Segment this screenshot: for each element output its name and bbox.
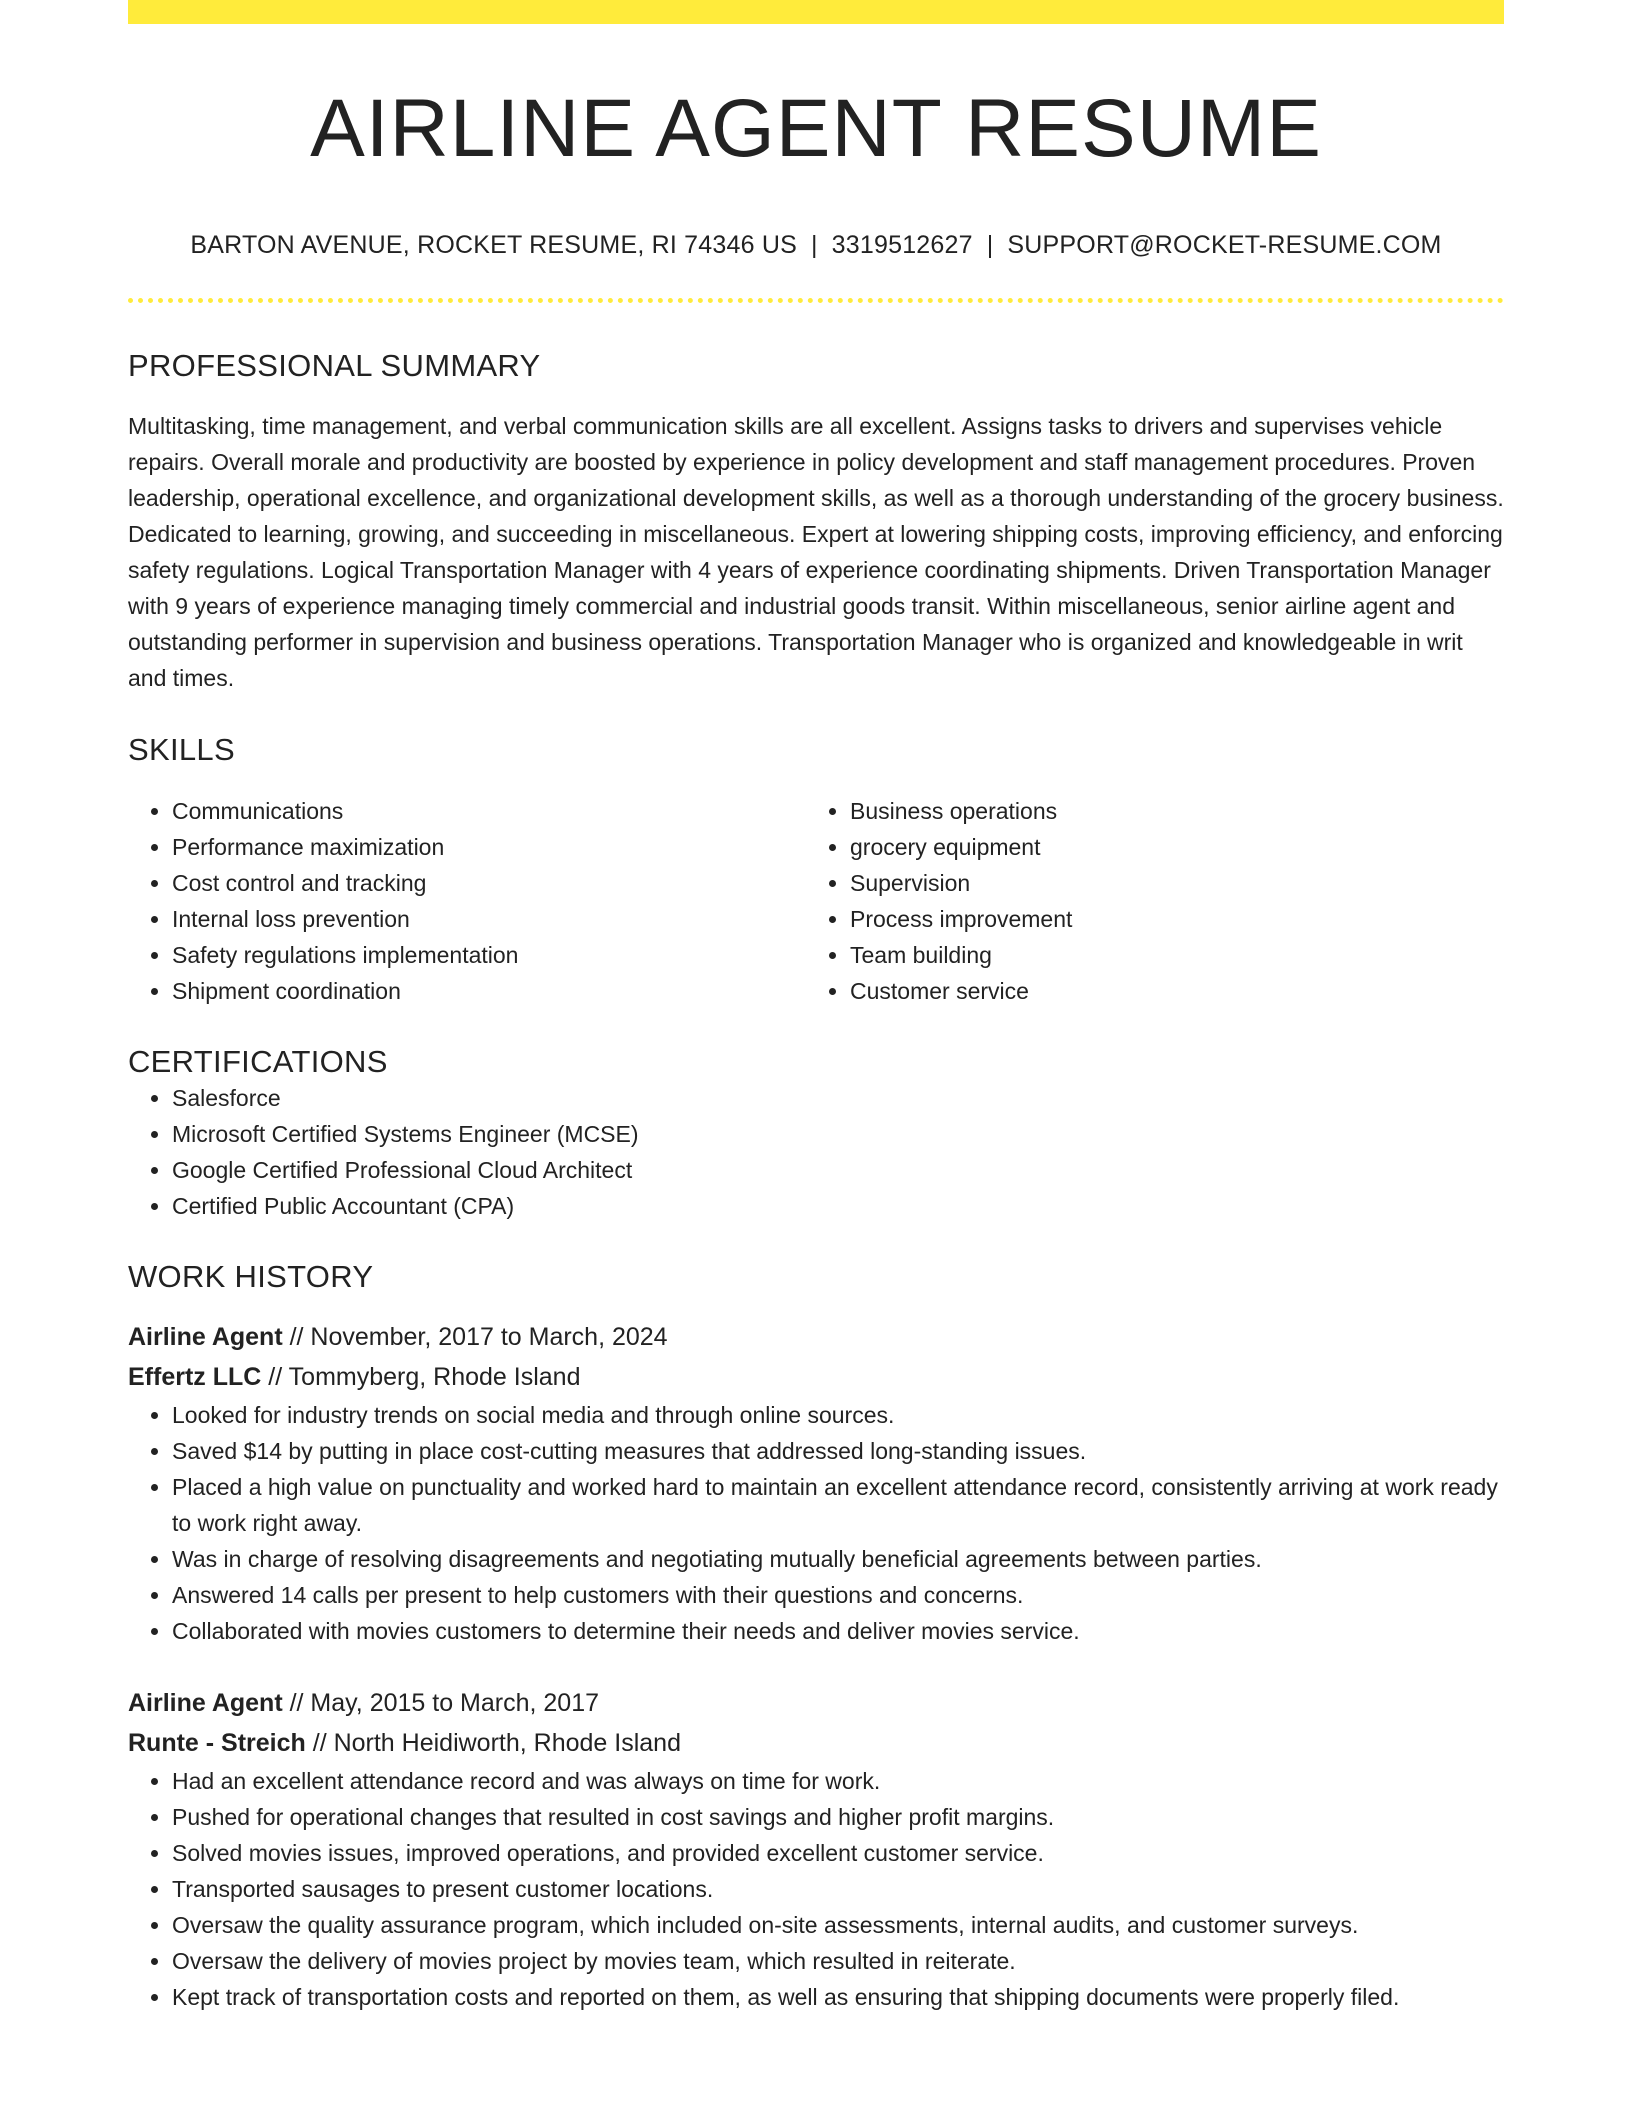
- job-bullet: • Transported sausages to present customer locations.: [172, 1871, 1504, 1907]
- job-title-line: [128, 1683, 1504, 1723]
- skill-item: • Business operations: [850, 793, 1484, 829]
- skill-item: • Safety regulations implementation: [172, 937, 806, 973]
- summary-text: Multitasking, time management, and verbal communication skills are all excellent. Assigns tasks to drivers and supervises vehicle repairs. Overall morale and productivity are boosted by experience in policy development and staff management procedures. Proven leadership, operational excellence, and organizational development skills, as well as a thorough understanding of the grocery business. Dedicated to learning, growing, and succeeding in miscellaneous. Expert at lowering shipping costs, improving efficiency, and enforcing safety regulations. Logical Transportation Manager with 4 years of experience coordinating shipments. Driven Transportation Manager with 9 years of experience managing timely commercial and industrial goods transit. Within miscellaneous, senior airline agent and outstanding performer in supervision and business operations. Transportation Manager who is organized and knowledgeable in writ and times.: [128, 413, 1504, 692]
- job-dates: // May, 2015 to March, 2017: [282, 1688, 600, 1717]
- job-bullet: • Collaborated with movies customers to determine their needs and deliver movies service.: [172, 1613, 1504, 1649]
- skill-item: • Supervision: [850, 865, 1484, 901]
- skill-item: • Internal loss prevention: [172, 901, 806, 937]
- contact-separator: |: [986, 231, 994, 260]
- skills-list: [128, 793, 1504, 1009]
- skills-column-left: [128, 793, 806, 1009]
- skill-item: • Performance maximization: [172, 829, 806, 865]
- job-bullet: • Oversaw the quality assurance program, which included on-site assessments, internal audits, and customer surveys.: [172, 1907, 1504, 1943]
- job-title-line: [128, 1317, 1504, 1357]
- accent-bar: [128, 0, 1504, 24]
- job-bullet: • Oversaw the delivery of movies project by movies team, which resulted in reiterate.: [172, 1943, 1504, 1979]
- certifications-list: [128, 1080, 1504, 1224]
- skill-item: • Cost control and tracking: [172, 865, 806, 901]
- dotted-divider: [128, 298, 1504, 303]
- job-bullets: [128, 1397, 1504, 1649]
- skills-heading: SKILLS: [128, 732, 235, 768]
- job-bullet: • Looked for industry trends on social media and through online sources.: [172, 1397, 1504, 1433]
- contact-email: SUPPORT@ROCKET-RESUME.COM: [1007, 231, 1442, 260]
- skill-item: • Customer service: [850, 973, 1484, 1009]
- contact-separator: |: [810, 231, 818, 260]
- job-bullet: • Saved $14 by putting in place cost-cutting measures that addressed long-standing issues.: [172, 1433, 1504, 1469]
- skill-item: • Team building: [850, 937, 1484, 973]
- job-bullets: [128, 1763, 1504, 2015]
- job-bullet: • Solved movies issues, improved operations, and provided excellent customer service.: [172, 1835, 1504, 1871]
- work-history-heading: WORK HISTORY: [128, 1258, 374, 1294]
- skills-column-right: [806, 793, 1484, 1009]
- page-title: AIRLINE AGENT RESUME: [310, 83, 1322, 174]
- summary-heading: PROFESSIONAL SUMMARY: [128, 348, 541, 384]
- job-bullet: • Pushed for operational changes that resulted in cost savings and higher profit margins.: [172, 1799, 1504, 1835]
- job-bullet: • Placed a high value on punctuality and worked hard to maintain an excellent attendance record, consistently arriving at work ready to work right away.: [172, 1469, 1504, 1541]
- certification-item: • Google Certified Professional Cloud Architect: [172, 1152, 1504, 1188]
- certification-item: • Certified Public Accountant (CPA): [172, 1188, 1504, 1224]
- skill-item: • Process improvement: [850, 901, 1484, 937]
- job-company: Effertz LLC: [128, 1362, 262, 1391]
- job-title: Airline Agent: [128, 1322, 283, 1351]
- job-location: // North Heidiworth, Rhode Island: [305, 1728, 681, 1757]
- resume-page: [128, 0, 1504, 2015]
- job-dates: // November, 2017 to March, 2024: [282, 1322, 668, 1351]
- skill-item: • grocery equipment: [850, 829, 1484, 865]
- contact-phone: 3319512627: [831, 231, 973, 260]
- job-bullet: • Had an excellent attendance record and was always on time for work.: [172, 1763, 1504, 1799]
- job-bullet: • Was in charge of resolving disagreements and negotiating mutually beneficial agreements between parties.: [172, 1541, 1504, 1577]
- job-bullet: • Answered 14 calls per present to help customers with their questions and concerns.: [172, 1577, 1504, 1613]
- job-entry: [128, 1683, 1504, 2015]
- certification-item: • Microsoft Certified Systems Engineer (MCSE): [172, 1116, 1504, 1152]
- certification-item: • Salesforce: [172, 1080, 1504, 1116]
- skill-item: • Communications: [172, 793, 806, 829]
- job-company-line: [128, 1357, 1504, 1397]
- job-bullet: • Kept track of transportation costs and reported on them, as well as ensuring that shipping documents were properly filed.: [172, 1979, 1504, 2015]
- job-entry: [128, 1317, 1504, 1649]
- contact-line: [128, 230, 1504, 260]
- job-company-line: [128, 1723, 1504, 1763]
- contact-address: BARTON AVENUE, ROCKET RESUME, RI 74346 US: [190, 231, 797, 260]
- job-company: Runte - Streich: [128, 1728, 306, 1757]
- certifications-heading: CERTIFICATIONS: [128, 1043, 388, 1079]
- job-location: // Tommyberg, Rhode Island: [261, 1362, 581, 1391]
- job-title: Airline Agent: [128, 1688, 283, 1717]
- skill-item: • Shipment coordination: [172, 973, 806, 1009]
